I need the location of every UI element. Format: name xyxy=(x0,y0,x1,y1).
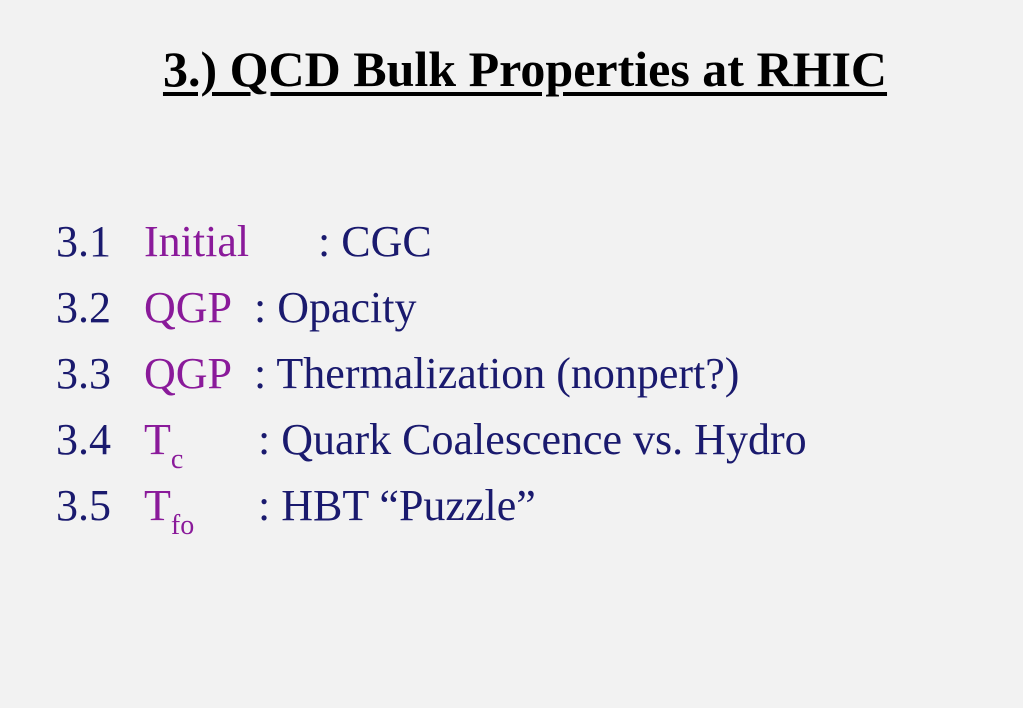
item-label: $T_c$ xyxy=(144,415,184,475)
item-description: : Thermalization (nonpert?) xyxy=(254,349,740,398)
item-number: 3.2 xyxy=(56,283,111,332)
item-number: 3.4 xyxy=(56,415,111,464)
item-label-subscript: c xyxy=(170,444,184,475)
item-description: : Quark Coalescence vs. Hydro xyxy=(258,415,807,464)
topic-list xyxy=(56,214,1006,544)
slide-title xyxy=(0,42,1023,97)
list-item xyxy=(56,412,1006,478)
list-item xyxy=(56,280,1006,346)
list-item xyxy=(56,478,1006,544)
item-number: 3.1 xyxy=(56,217,111,266)
item-label: Initial xyxy=(144,217,250,266)
item-label: QGP xyxy=(144,349,233,398)
item-label: QGP xyxy=(144,283,233,332)
list-item xyxy=(56,346,1006,412)
item-label-subscript: fo xyxy=(170,510,195,541)
item-description: : Opacity xyxy=(254,283,417,332)
item-label: $T_{fo}$ xyxy=(144,481,195,541)
list-item xyxy=(56,214,1006,280)
item-description: : CGC xyxy=(318,217,432,266)
slide-title-text: 3.) QCD Bulk Properties at RHIC xyxy=(162,41,888,97)
item-number: 3.3 xyxy=(56,349,111,398)
item-description: : HBT “Puzzle” xyxy=(258,481,536,530)
item-number: 3.5 xyxy=(56,481,111,530)
